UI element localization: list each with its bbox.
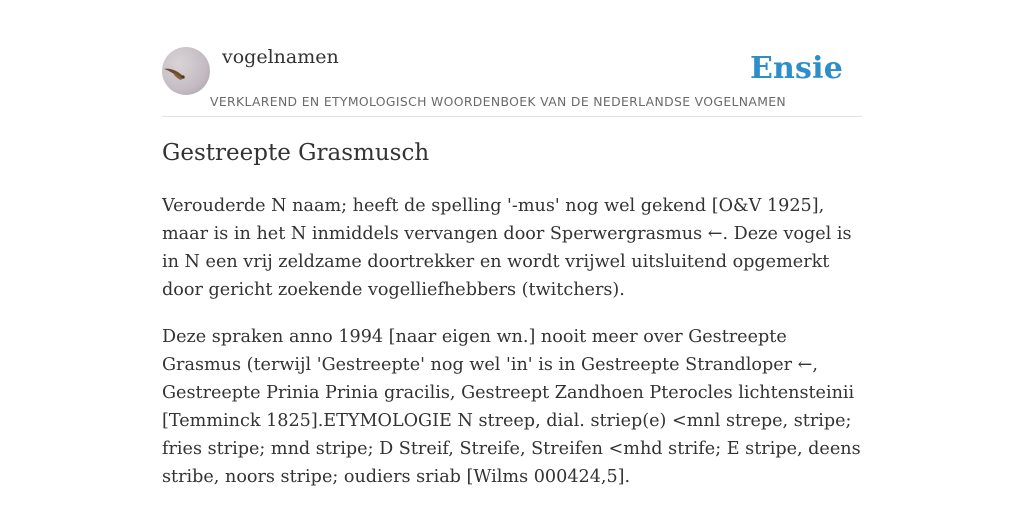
brand-logo[interactable]: Ensie — [749, 51, 843, 86]
avatar[interactable] — [162, 47, 210, 95]
entry-paragraph: Verouderde N naam; heeft de spelling '-mus' nog wel gekend [O&V 1925], maar is in het N inmiddels vervangen door Sperwergrasmus ←. Deze vogel is in N een vrij zeldzame doortrekker en wordt vrijwel uitsluitend opgemerkt door gericht zoekende vogelliefhebbers (twitchers). — [162, 196, 852, 300]
bird-icon — [162, 47, 210, 95]
site-header — [162, 0, 862, 117]
site-name[interactable]: vogelnamen — [222, 46, 339, 68]
page — [162, 0, 862, 487]
entry-title: Gestreepte Grasmusch — [162, 140, 430, 166]
entry-paragraph: Deze spraken anno 1994 [naar eigen wn.] nooit meer over Gestreepte Grasmus (terwijl 'Gestreepte' nog wel 'in' is in Gestreepte Strandloper ←, Gestreepte Prinia Prinia gracilis, Gestreept Zandhoen Pterocles lichtensteinii [Temminck 1825].ETYMOLOGIE N streep, dial. striep(e) <mnl strepe, stripe; fries stripe; mnd stripe; D Streif, Streife, Streifen <mhd strife; E stripe, deens stribe, noors stripe; oudiers sriab [Wilms 000424,5]. — [162, 327, 861, 487]
site-subtitle: VERKLAREND EN ETYMOLOGISCH WOORDENBOEK VAN DE NEDERLANDSE VOGELNAMEN — [210, 94, 787, 109]
